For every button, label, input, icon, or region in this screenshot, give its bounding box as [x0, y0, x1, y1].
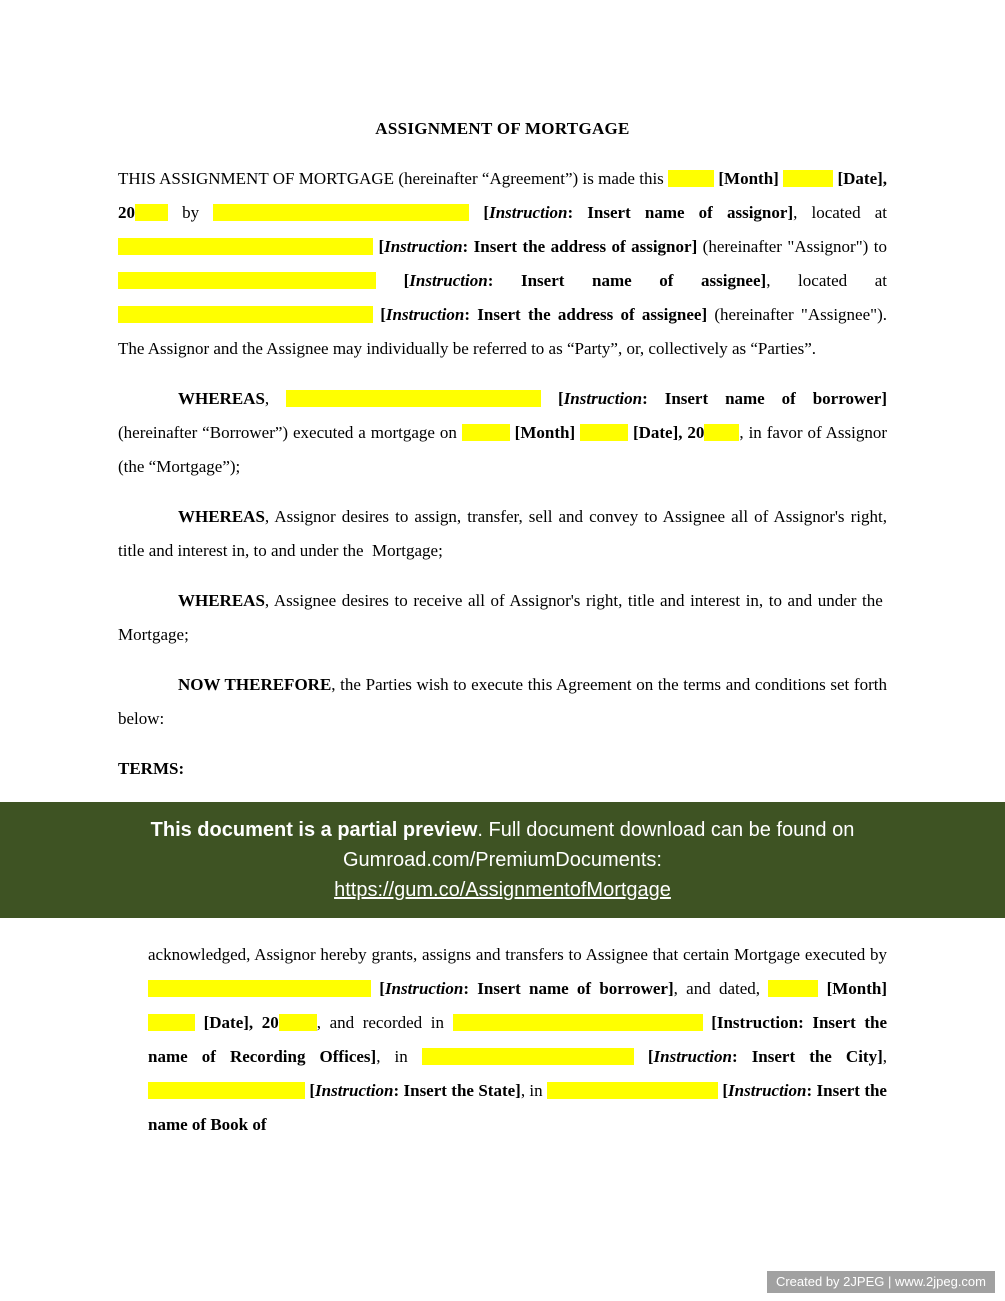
- text-run: [: [718, 1081, 729, 1100]
- banner-bold-text: This document is a partial preview: [150, 819, 478, 841]
- text-run: , located at: [766, 271, 888, 290]
- text-run: , and dated,: [673, 979, 769, 998]
- blank-field: [783, 170, 833, 187]
- text-run: [Date], 20: [203, 1013, 279, 1032]
- text-run: by: [168, 203, 214, 222]
- blank-field: [118, 238, 373, 255]
- blank-field: [118, 306, 373, 323]
- text-run: [818, 979, 826, 998]
- watermark: Created by 2JPEG | www.2jpeg.com: [767, 1271, 995, 1293]
- text-run: [: [633, 1047, 654, 1066]
- blank-field: [547, 1082, 718, 1099]
- text-run: WHEREAS: [178, 389, 265, 408]
- text-run: : Insert name of assignor: [567, 203, 788, 222]
- whereas-borrower-paragraph: [118, 382, 887, 484]
- document-body-before: [118, 162, 887, 786]
- text-run: [: [373, 305, 386, 324]
- text-run: , Assignor desires to assign, transfer, sell and convey to Assignee all of Assignor's right, title and interest in, to and under the Mortgage;: [118, 507, 887, 560]
- text-run: , and recorded in: [316, 1013, 453, 1032]
- text-run: [195, 1013, 204, 1032]
- text-run: (hereinafter "Assignor") to: [697, 237, 887, 256]
- blank-field: [462, 424, 510, 441]
- blank-field: [148, 1014, 195, 1031]
- text-run: , Assignee desires to receive all of Assignor's right, title and interest in, to and under the Mortgage;: [118, 591, 887, 644]
- assignment-continuation-paragraph: [148, 938, 887, 1142]
- text-run: [Date], 20: [118, 169, 888, 222]
- text-run: ]: [701, 305, 708, 324]
- text-run: , in: [376, 1047, 422, 1066]
- blank-field: [213, 204, 469, 221]
- text-run: Instruction: [315, 1081, 394, 1100]
- text-run: , in: [520, 1081, 548, 1100]
- text-run: Instruction: [489, 203, 568, 222]
- blank-field: [453, 1014, 703, 1031]
- text-run: WHEREAS: [178, 507, 265, 526]
- text-run: : Insert the address of assignor: [462, 237, 692, 256]
- text-run: [703, 1013, 712, 1032]
- text-run: WHEREAS: [178, 591, 265, 610]
- text-run: [: [371, 979, 385, 998]
- text-run: Instruction: [384, 979, 464, 998]
- banner-line-3: [30, 875, 975, 905]
- text-run: , located at: [793, 203, 887, 222]
- document-body-after: [0, 938, 1005, 1142]
- text-run: Instruction: [728, 1081, 807, 1100]
- text-run: THIS ASSIGNMENT OF MORTGAGE (hereinafter “Agreement”) is made this: [118, 169, 669, 188]
- blank-field: [580, 424, 628, 441]
- text-run: ]: [691, 237, 698, 256]
- text-run: [Month]: [718, 169, 779, 188]
- text-run: : Insert the name of Book of: [148, 1081, 887, 1134]
- text-run: , the Parties wish to execute this Agreement on the terms and conditions set forth below:: [118, 675, 887, 728]
- text-run: : Insert name of assignee: [487, 271, 761, 290]
- whereas-receive-paragraph: [118, 584, 887, 652]
- blank-field: [768, 980, 818, 997]
- text-run: Instruction: [384, 237, 463, 256]
- text-run: [: [541, 389, 564, 408]
- text-run: ]: [667, 979, 674, 998]
- text-run: ]: [787, 203, 794, 222]
- text-run: [Month]: [514, 423, 576, 442]
- blank-field: [286, 390, 541, 407]
- text-run: : Insert name of borrower: [463, 979, 668, 998]
- text-run: ]: [881, 389, 888, 408]
- text-run: TERMS:: [118, 759, 185, 778]
- text-run: , in favor of Assignor (the “Mortgage”);: [118, 423, 887, 476]
- text-run: ]: [760, 271, 767, 290]
- now-therefore-paragraph: [118, 668, 887, 736]
- text-run: : Insert the State]: [393, 1081, 521, 1100]
- whereas-assign-paragraph: [118, 500, 887, 568]
- blank-field: [422, 1048, 634, 1065]
- terms-heading: [118, 752, 887, 786]
- text-run: Instruction: [653, 1047, 732, 1066]
- text-run: ,: [882, 1047, 887, 1066]
- text-run: ,: [264, 389, 287, 408]
- text-run: Instruction: [385, 305, 465, 324]
- text-run: : Insert name of borrower: [642, 389, 882, 408]
- blank-field: [704, 424, 739, 441]
- banner-line-1: [30, 815, 975, 845]
- text-run: [Date], 20: [632, 423, 705, 442]
- text-run: NOW THEREFORE: [178, 675, 332, 694]
- text-run: : Insert the City]: [731, 1047, 883, 1066]
- text-run: [: [469, 203, 490, 222]
- text-run: Instruction: [563, 389, 643, 408]
- text-run: [: [305, 1081, 316, 1100]
- text-run: (hereinafter “Borrower”) executed a mortgage on: [118, 423, 462, 442]
- text-run: [Instruction: Insert the name of Recording Offices]: [148, 1013, 888, 1066]
- blank-field: [279, 1014, 317, 1031]
- text-run: acknowledged, Assignor hereby grants, assigns and transfers to Assignee that certain Mortgage executed by: [148, 945, 887, 964]
- preview-banner: [0, 802, 1005, 918]
- text-run: (hereinafter "Assignee"). The Assignor and the Assignee may individually be referred to as “Party”, or, collectively as “Parties”.: [118, 305, 887, 358]
- blank-field: [668, 170, 714, 187]
- intro-paragraph: [118, 162, 887, 366]
- text-run: [Month]: [826, 979, 888, 998]
- banner-download-link[interactable]: https://gum.co/AssignmentofMortgage: [334, 879, 671, 901]
- banner-gumroad-line: Gumroad.com/PremiumDocuments:: [343, 849, 662, 871]
- blank-field: [148, 1082, 305, 1099]
- document-title: ASSIGNMENT OF MORTGAGE: [375, 119, 630, 138]
- text-run: Instruction: [409, 271, 488, 290]
- banner-rest-text: . Full document download can be found on: [477, 819, 855, 841]
- blank-field: [135, 204, 168, 221]
- text-run: [: [376, 271, 410, 290]
- blank-field: [118, 272, 376, 289]
- text-run: [: [373, 237, 385, 256]
- blank-field: [148, 980, 371, 997]
- text-run: : Insert the address of assignee: [464, 305, 702, 324]
